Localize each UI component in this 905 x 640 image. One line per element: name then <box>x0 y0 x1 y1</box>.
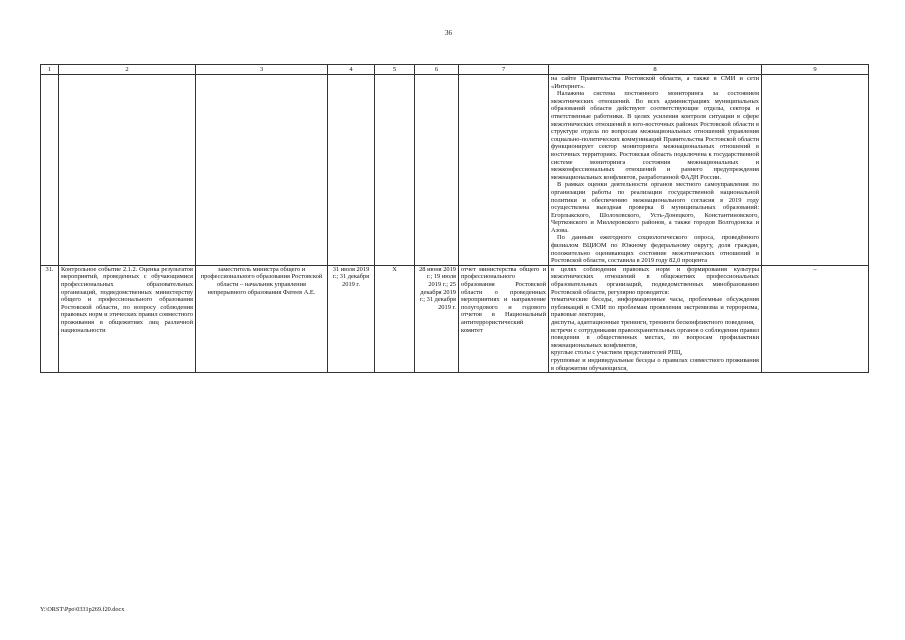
paragraph: По данным ежегодного социологического опроса, проведённого филиалом ВЦИОМ по Южному федеральному округу, доля граждан, положительно оценивающих состояние межэтнических отношений в Ростовской области, составила в 2019 году 82,0 процента <box>551 234 759 265</box>
col-header-4: 4 <box>328 65 375 75</box>
col-header-3: 3 <box>196 65 328 75</box>
page-number: 36 <box>445 29 452 37</box>
col-header-8: 8 <box>549 65 762 75</box>
cell-col9: – <box>762 265 869 372</box>
cell-empty <box>328 75 375 266</box>
table-row-continuation <box>41 75 869 266</box>
col-header-1: 1 <box>41 65 59 75</box>
paragraph: диспуты, адаптационные тренинги, тренинги бесконфликтного поведения, <box>551 319 755 326</box>
paragraph: в целях соблюдения правовых норм и формирования культуры межэтнических отношений в общежитиях профессиональных образовательных организаций, подведомственных минобразованию Ростовской области, регулярно проводятся: <box>551 265 759 296</box>
col-header-5: 5 <box>375 65 415 75</box>
paragraph: встречи с сотрудниками правоохранительных органов о соблюдении правил поведения в общественных местах, по вопросам профилактики межнациональных конфликтов, <box>551 326 759 349</box>
paragraph: круглые столы с участием представителей РПЦ, <box>551 349 683 357</box>
cell-empty <box>415 75 459 266</box>
cell-responsible: заместитель министра общего и профессионального образования Ростовской области – начальник управления непрерывного образования Фатеев А.Е. <box>196 265 328 372</box>
paragraph: Налажена система постоянного мониторинга за состоянием межэтнических отношений. Во всех администрациях муниципальных образований области действуют соответствующие отделы, сектора и ответственные работники. В целях усиления контроля ситуации в сфере межэтнических отношений в юго-восточных районах Ростовской области в структуре отдела по вопросам межнациональных отношений управления социально-политических коммуникаций Правительства Ростовской области функционирует сектор мониторинга межнациональных отношений в восточных территориях. Ростовская область подключена к государственной системе мониторинга состояния межнациональных и межконфессиональных отношений и раннего предупреждения межнациональных конфликтов, разработанной ФАДН России. <box>551 90 759 181</box>
paragraph: на сайте Правительства Ростовской области, а также в СМИ и сети «Интернет». <box>551 75 759 90</box>
cell-col5: Х <box>375 265 415 372</box>
cell-fact-date: 28 июня 2019 г.; 19 июля 2019 г.; 25 декабря 2019 г.; 31 декабря 2019 г. <box>415 265 459 372</box>
cell-plan-date: 31 июля 2019 г.; 31 декабря 2019 г. <box>328 265 375 372</box>
plan-table <box>40 64 869 373</box>
cell-empty <box>762 75 869 266</box>
cell-empty <box>459 75 549 266</box>
paragraph: групповые и индивидуальные беседы о правилах совместного проживания в общежитии обучающихся, <box>551 356 759 372</box>
cell-result: отчет министерства общего и профессионального образования Ростовской области о проведенных мероприятиях и направление полугодового и годового отчетов в Национальный антитеррористический комитет <box>459 265 549 372</box>
cell-event-name: Контрольное событие 2.1.2. Оценка результатов мероприятий, проведенных с обучающимися профессиональных образовательных организаций, подведомственных министерству общего и профессионального образования Ростовской области, по вопросу соблюдения правовых норм и этических правил совместного проживания в общежитиях лиц различной национальности <box>59 265 196 372</box>
col-header-7: 7 <box>459 65 549 75</box>
col-header-2: 2 <box>59 65 196 75</box>
col-header-6: 6 <box>415 65 459 75</box>
cell-implementation-info <box>549 265 762 372</box>
header-row <box>41 65 869 75</box>
cell-empty <box>375 75 415 266</box>
cell-empty <box>59 75 196 266</box>
paragraph: тематические беседы, информационные часы, проблемные обсуждения публикаций в СМИ по проблемам проявления экстремизма и терроризма, правовые лектории, <box>551 296 759 319</box>
paragraph: В рамках оценки деятельности органов местного самоуправления по организации работы по реализации государственной национальной политики и обеспечению межнационального согласия в 2019 году осуществлена выездная проверка 8 муниципальных образований: Егорлыкского, Шолоховского, Усть-Донецкого, Константиновского, Чертковского и Миллеровского районов, а также городов Волгодонска и Азова. <box>551 181 759 234</box>
footer-file-path: Y:\ORST\Ppo\0331p269.f20.docx <box>40 606 125 613</box>
cell-implementation-info <box>549 75 762 266</box>
cell-empty <box>196 75 328 266</box>
cell-empty <box>41 75 59 266</box>
row-number: 31. <box>41 265 59 372</box>
col-header-9: 9 <box>762 65 869 75</box>
table-row-31 <box>41 265 869 372</box>
